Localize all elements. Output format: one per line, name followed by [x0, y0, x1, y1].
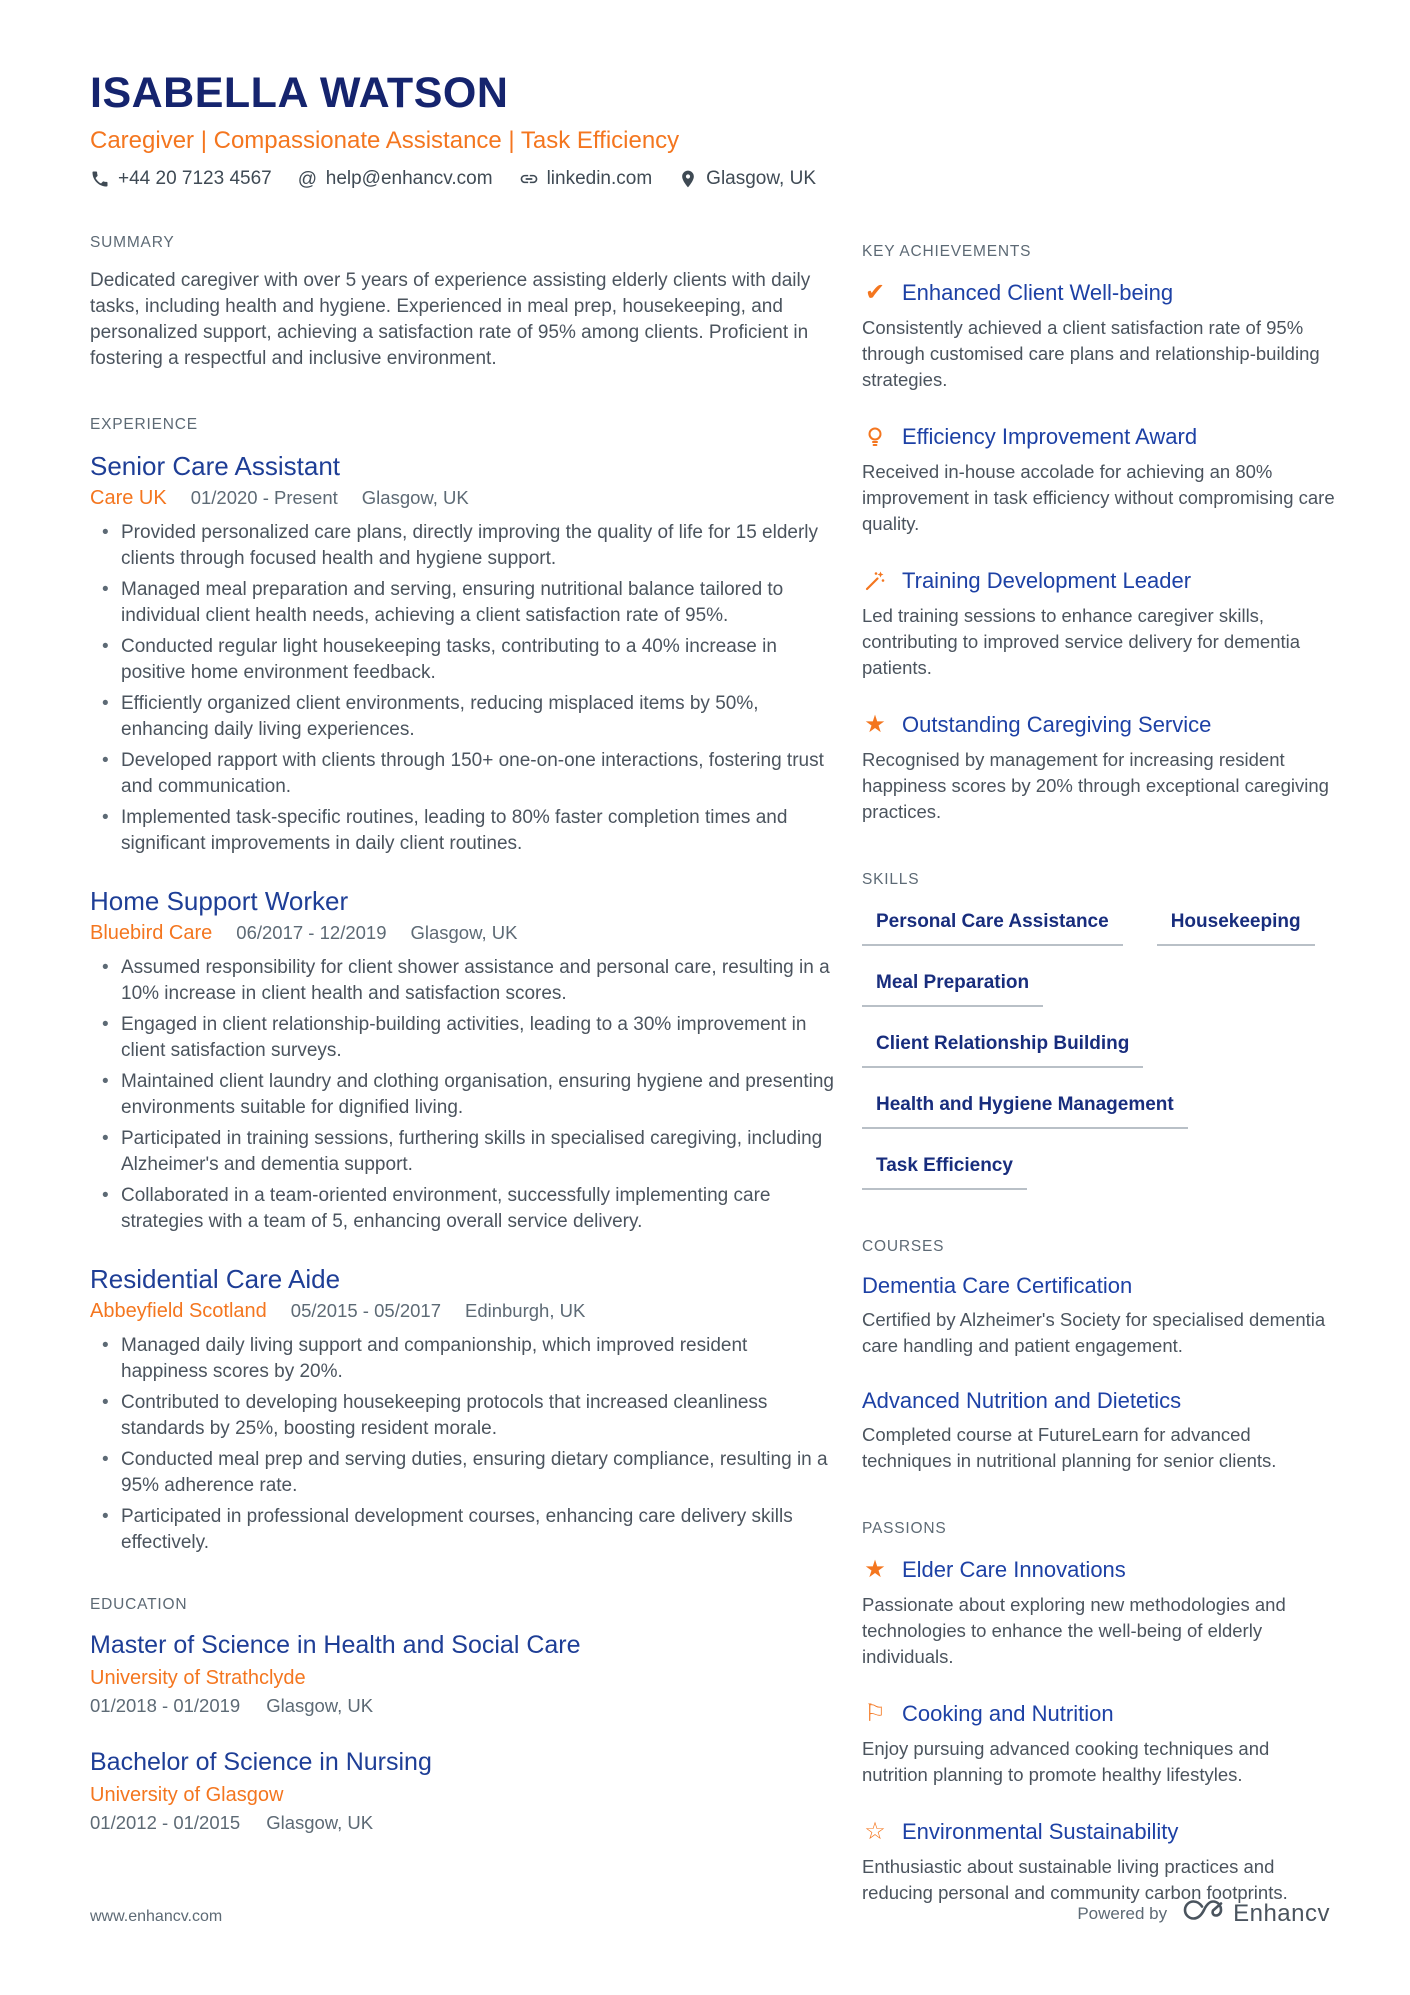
- left-column: [90, 68, 835, 1834]
- achievement-text: Led training sessions to enhance caregiver skills, contributing to improved service delivery for dementia patients.: [862, 605, 1301, 678]
- course-item: [862, 1387, 1338, 1474]
- bullet: • Efficiently organized client environments, reducing misplaced items by 50%, enhancing daily living experiences.: [90, 691, 835, 743]
- passion-title: Environmental Sustainability: [902, 1819, 1179, 1844]
- degree-entry: [90, 1630, 835, 1717]
- check-icon: ✔: [864, 279, 886, 306]
- bullet: • Developed rapport with clients through 150+ one-on-one interactions, fostering trust and communication.: [90, 748, 835, 800]
- degree-dates: 01/2018 - 01/2019: [90, 1695, 241, 1716]
- job-entry: [90, 1263, 835, 1556]
- passions-label: PASSIONS: [862, 1520, 947, 1537]
- job-dates: 01/2020 - Present: [190, 487, 338, 508]
- link-icon: [519, 169, 539, 189]
- bullet: • Assumed responsibility for client shower assistance and personal care, resulting in a 10% increase in client health and satisfaction scores.: [90, 955, 835, 1007]
- course-title: Advanced Nutrition and Dietetics: [862, 1388, 1182, 1413]
- contact-location: [678, 168, 816, 190]
- passion-title: Elder Care Innovations: [902, 1557, 1126, 1582]
- wand-icon: [862, 568, 888, 594]
- achievement-item: [862, 567, 1338, 681]
- job-bullets: [90, 1333, 835, 1556]
- job-dates: 05/2015 - 05/2017: [290, 1300, 441, 1321]
- achievement-title: Efficiency Improvement Award: [902, 424, 1198, 449]
- bullet: • Conducted regular light housekeeping tasks, contributing to a 40% increase in positive home environment feedback.: [90, 634, 835, 686]
- contact-linkedin-text: linkedin.com: [546, 168, 653, 189]
- location-icon: [678, 169, 698, 189]
- achievements-label: KEY ACHIEVEMENTS: [862, 243, 1032, 260]
- passion-item: [862, 1818, 1338, 1906]
- summary-text: Dedicated caregiver with over 5 years of experience assisting elderly clients with daily tasks, including health and hygiene. Experienced in meal prep, housekeeping, and personalized support, achieving a satisfaction rate of 95% among clients. Proficient in fostering a respectful and inclusive environment.: [90, 270, 811, 369]
- contact-row: [90, 168, 835, 190]
- skill-chip: Personal Care Assistance: [862, 911, 1123, 946]
- degree-title: Bachelor of Science in Nursing: [90, 1748, 432, 1776]
- degree-location: Glasgow, UK: [266, 1812, 374, 1833]
- brand-name: Enhancv: [1233, 1899, 1330, 1927]
- passion-text: Passionate about exploring new methodologies and technologies to enhance the well-being of elderly individuals.: [862, 1594, 1286, 1667]
- contact-location-text: Glasgow, UK: [706, 168, 816, 189]
- job-title: Home Support Worker: [90, 886, 349, 916]
- job-title: Residential Care Aide: [90, 1264, 341, 1294]
- star-icon: ★: [864, 711, 886, 738]
- achievement-title: Training Development Leader: [902, 568, 1192, 593]
- achievement-text: Consistently achieved a client satisfaction rate of 95% through customised care plans and relationship-building strategies.: [862, 317, 1320, 390]
- course-text: Completed course at FutureLearn for advanced techniques in nutritional planning for senior clients.: [862, 1424, 1277, 1471]
- at-icon: @: [297, 169, 318, 190]
- job-bullets: [90, 955, 835, 1235]
- right-column: [862, 243, 1338, 1906]
- bullet: • Collaborated in a team-oriented environment, successfully implementing care strategies with a team of 5, enhancing overall service delivery.: [90, 1183, 835, 1235]
- contact-phone-text: +44 20 7123 4567: [118, 168, 272, 189]
- passion-item: [862, 1700, 1338, 1788]
- course-text: Certified by Alzheimer's Society for specialised dementia care handling and patient engagement.: [862, 1309, 1326, 1356]
- star-outline-icon: ☆: [864, 1818, 886, 1845]
- achievement-item: [862, 279, 1338, 393]
- skill-chip: Health and Hygiene Management: [862, 1094, 1188, 1129]
- course-title: Dementia Care Certification: [862, 1273, 1133, 1298]
- bullet: • Provided personalized care plans, directly improving the quality of life for 15 elderly clients through focused health and hygiene support.: [90, 520, 835, 572]
- degree-school: University of Glasgow: [90, 1784, 284, 1806]
- bullet: • Managed meal preparation and serving, ensuring nutritional balance tailored to individual client health needs, achieving a client satisfaction rate of 95%.: [90, 577, 835, 629]
- achievement-item: [862, 423, 1338, 537]
- courses-label: COURSES: [862, 1238, 945, 1255]
- bullet: • Participated in training sessions, furthering skills in specialised caregiving, including Alzheimer's and dementia support.: [90, 1126, 835, 1178]
- job-company: Abbeyfield Scotland: [90, 1300, 267, 1322]
- lightbulb-icon: [862, 424, 888, 450]
- passion-item: [862, 1556, 1338, 1670]
- job-location: Glasgow, UK: [361, 487, 469, 508]
- passion-title: Cooking and Nutrition: [902, 1701, 1114, 1726]
- enhancv-logo-icon: [1181, 1896, 1225, 1931]
- course-item: [862, 1272, 1338, 1359]
- bullet: • Engaged in client relationship-building activities, leading to a 30% improvement in client satisfaction surveys.: [90, 1012, 835, 1064]
- passion-text: Enjoy pursuing advanced cooking techniques and nutrition planning to promote healthy lifestyles.: [862, 1738, 1270, 1785]
- passion-text: Enthusiastic about sustainable living practices and reducing personal and community carbon footprints.: [862, 1856, 1288, 1903]
- skill-chip: Meal Preparation: [862, 972, 1043, 1007]
- job-location: Glasgow, UK: [410, 922, 518, 943]
- achievement-title: Outstanding Caregiving Service: [902, 712, 1212, 737]
- bullet: • Contributed to developing housekeeping protocols that increased cleanliness standards by 25%, boosting resident morale.: [90, 1390, 835, 1442]
- skill-chip: Task Efficiency: [862, 1155, 1027, 1190]
- powered-by: [0, 1896, 1330, 1931]
- bullet: • Implemented task-specific routines, leading to 80% faster completion times and significant improvements in daily client routines.: [90, 805, 835, 857]
- experience-label: EXPERIENCE: [90, 416, 198, 433]
- job-dates: 06/2017 - 12/2019: [236, 922, 387, 943]
- skill-chip: Client Relationship Building: [862, 1033, 1143, 1068]
- contact-email[interactable]: [298, 168, 493, 190]
- job-bullets: [90, 520, 835, 857]
- job-company: Care UK: [90, 487, 167, 509]
- degree-entry: [90, 1747, 835, 1834]
- achievement-text: Received in-house accolade for achieving an 80% improvement in task efficiency without compromising care quality.: [862, 461, 1335, 534]
- skills-list: [862, 911, 1338, 1190]
- degree-school: University of Strathclyde: [90, 1667, 306, 1689]
- person-name: ISABELLA WATSON: [90, 69, 509, 117]
- bullet: • Maintained client laundry and clothing organisation, ensuring hygiene and presenting environments suitable for dignified living.: [90, 1069, 835, 1121]
- skills-label: SKILLS: [862, 871, 920, 888]
- job-title: Senior Care Assistant: [90, 451, 341, 481]
- degree-location: Glasgow, UK: [266, 1695, 374, 1716]
- bullet: • Managed daily living support and companionship, which improved resident happiness scores by 20%.: [90, 1333, 835, 1385]
- job-company: Bluebird Care: [90, 922, 213, 944]
- flag-icon: ⚐: [864, 1700, 886, 1727]
- achievement-title: Enhanced Client Well-being: [902, 280, 1174, 305]
- phone-icon: [90, 169, 110, 189]
- degree-dates: 01/2012 - 01/2015: [90, 1812, 241, 1833]
- contact-phone[interactable]: [90, 168, 272, 190]
- bullet: • Participated in professional development courses, enhancing care delivery skills effectively.: [90, 1504, 835, 1556]
- summary-label: SUMMARY: [90, 234, 175, 251]
- job-entry: [90, 885, 835, 1235]
- achievement-text: Recognised by management for increasing resident happiness scores by 20% through exceptional caregiving practices.: [862, 749, 1329, 822]
- headline: Caregiver | Compassionate Assistance | Task Efficiency: [90, 127, 680, 154]
- star-filled-icon: ★: [864, 1556, 886, 1583]
- education-label: EDUCATION: [90, 1596, 188, 1613]
- site-link[interactable]: www.enhancv.com: [90, 1908, 223, 1925]
- job-entry: [90, 450, 835, 857]
- degree-title: Master of Science in Health and Social Care: [90, 1631, 581, 1659]
- brand[interactable]: [1181, 1896, 1330, 1931]
- contact-linkedin[interactable]: [519, 168, 653, 190]
- contact-email-text: help@enhancv.com: [325, 168, 493, 189]
- achievement-item: [862, 711, 1338, 825]
- bullet: • Conducted meal prep and serving duties, ensuring dietary compliance, resulting in a 95% adherence rate.: [90, 1447, 835, 1499]
- skill-chip: Housekeeping: [1157, 911, 1315, 946]
- job-location: Edinburgh, UK: [464, 1300, 586, 1321]
- powered-by-label: Powered by: [1077, 1903, 1168, 1923]
